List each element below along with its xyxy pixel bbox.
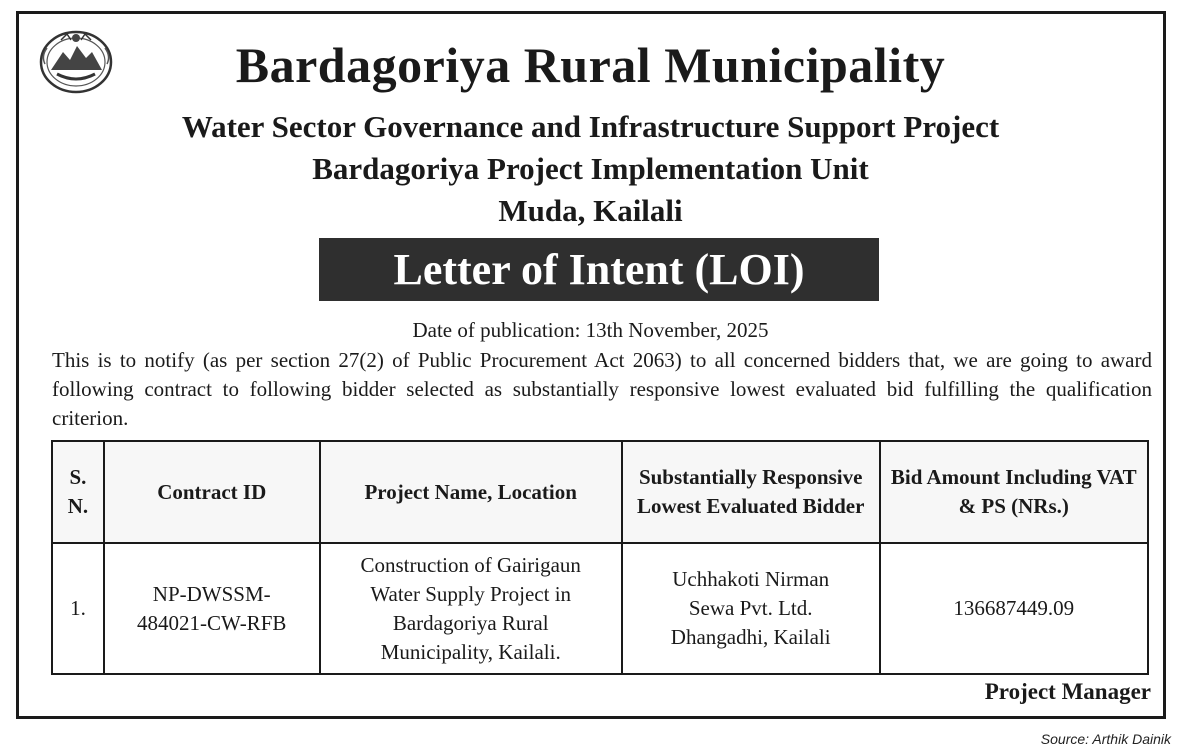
cell-contract-id: NP-DWSSM-484021-CW-RFB <box>104 543 320 674</box>
col-project: Project Name, Location <box>320 441 622 543</box>
col-bidder: Substantially Responsive Lowest Evaluated Bidder <box>622 441 880 543</box>
municipality-title: Bardagoriya Rural Municipality <box>235 37 946 93</box>
office-location: Muda, Kailali <box>498 193 683 228</box>
col-contract-id: Contract ID <box>104 441 320 543</box>
cell-amount: 136687449.09 <box>880 543 1149 674</box>
loi-banner <box>319 238 879 301</box>
signatory: Project Manager <box>984 679 1151 704</box>
table-header-row <box>52 441 1148 543</box>
notice-text: This is to notify (as per section 27(2) of Public Procurement Act 2063) to all concerned bidders that, we are going to award following contract to following bidder selected as substantially responsive lowest evaluated bid fulfilling the qualification criterion. <box>52 348 1152 430</box>
cell-bidder: Uchhakoti Nirman Sewa Pvt. Ltd. Dhangadhi, Kailali <box>622 543 880 674</box>
col-sn: S. N. <box>52 441 104 543</box>
source-credit: Source: Arthik Dainik <box>1040 731 1171 747</box>
loi-banner-title: Letter of Intent (LOI) <box>393 245 805 294</box>
implementation-unit: Bardagoriya Project Implementation Unit <box>312 151 869 186</box>
col-amount: Bid Amount Including VAT & PS (NRs.) <box>880 441 1149 543</box>
award-table <box>51 440 1149 675</box>
cell-project: Construction of Gairigaun Water Supply Project in Bardagoriya Rural Municipality, Kailali. <box>320 543 622 674</box>
cell-sn: 1. <box>52 543 104 674</box>
table-row <box>52 543 1148 674</box>
publication-date: Date of publication: 13th November, 2025 <box>412 318 769 342</box>
project-name: Water Sector Governance and Infrastructure Support Project <box>181 109 1000 144</box>
